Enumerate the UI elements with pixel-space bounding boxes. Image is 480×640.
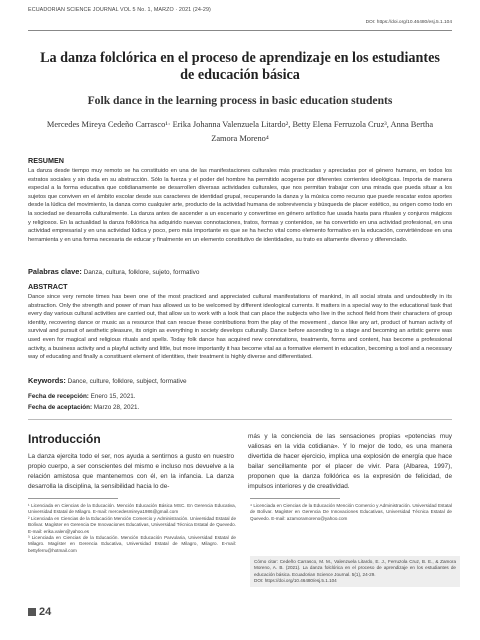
abstract-heading: ABSTRACT — [28, 282, 68, 291]
received-value: Enero 15, 2021. — [90, 393, 136, 400]
accepted-label: Fecha de aceptación: — [28, 404, 93, 411]
keywords-es — [28, 267, 452, 276]
dates — [28, 391, 139, 413]
citation-text: Cómo citar: Cedeño Carrasco, M. M., Valenzuela Litardo, E. J., Ferruzola Cruz, B. E., & Zamora Moreno, A. B. (2021). La danza folclórica en el proceso de aprendizaje en los estudiantes de educación básica. Ecuadorian Science Journal. 5(1), 24-29. — [254, 559, 456, 577]
footnote-rule-left — [28, 498, 118, 499]
doi-header: DOI: https://doi.org/10.46480/esj.5.1.104 — [365, 20, 452, 25]
header-rule — [28, 30, 452, 31]
footnote-4: ⁴ Licenciada en Ciencias de la Educación Mención Comercio y Administración. Universidad Estatal de Bolívar. Magíster en Gerencia De Innovaciones Educativas, Universidad Técnica Estatal de Quevedo. E-mail: azamoramoreno@yahoo.com — [250, 503, 452, 521]
page-marker-icon — [28, 608, 36, 616]
intro-heading: Introducción — [28, 432, 101, 446]
intro-right-column: más y la conciencia de las sensaciones propias «potencias muy valiosas en la vida cotidiana». Y lo mejor de todo, es una manera divertida de hacer ejercicio, implica una explosión de energía que hace bailar sencillamente por el placer de vivir. Para (Albarea, 1997), proponen que la danza folklórica es la expresión de felicidad, de impulsos interiores y de creatividad. — [248, 433, 452, 490]
accepted-date — [28, 402, 139, 413]
resumen-heading: RESUMEN — [28, 156, 64, 165]
citation-doi: DOI: https://doi.org/10.46480/esj.5.1.104 — [254, 577, 337, 583]
keywords-es-text: Danza, cultura, folklore, sujeto, formativo — [83, 269, 200, 276]
footnotes-left — [28, 503, 236, 554]
received-label: Fecha de recepción: — [28, 393, 89, 400]
page-number — [28, 606, 51, 618]
footnote-1: ¹ Licenciada en Ciencias de la Educación. Mención Educación Básica MSC. En Gerencia Educativa, Universidad Estatal de Milagro. E-mail: mercedesmireya1986@gmail.com — [28, 503, 236, 515]
intro-left-column: La danza ejercita todo el ser, nos ayuda a sentirnos a gusto en nuestro propio cuerpo, a ser conscientes del mismo e incluso nos devuelve a la relación amistosa que mantenemos con él, en la infancia. La danza desarrolla la disciplina, la sensibilidad hacia lo de- — [28, 453, 234, 490]
paper-title: La danza folclórica en el proceso de aprendizaje en los estudiantes de educación básica — [40, 50, 440, 83]
page-number-value: 24 — [39, 606, 52, 618]
received-date — [28, 391, 139, 402]
paper-title-english: Folk dance in the learning process in basic education students — [87, 94, 393, 107]
section-rule — [28, 419, 452, 420]
resumen-text: La danza desde tiempo muy remoto se ha constituido en una de las manifestaciones culturales más practicadas y apreciadas por el género humano, en todos los estratos sociales y sin duda en su abstracción. Sólo la fuerza y el poder del hombre ha permitido acogerse por diferentes corrientes ideológicas. Importa de manera especial a la forma educativa que cotidianamente se desarrollen diversas actividades culturales, que nos permitan trabajar con una mirada que pueda situar a los sujetos que conviven en el ámbito escolar desde sus caracteres de identidad grupal, recuperando la danza y la música como recurso que puede rescatar estos aportes desde la lúdica del movimiento, la danza como cualquier arte, producto de la actividad humana de sobrevivencia y búsqueda de placer estético, su origen como todo en la sociedad se desarrolla culturalmente. La danza antes de ascender a un escenario y convertirse en género artístico fue usada hasta para rituales y conjuros mágicos y religiosos. En la actualidad la danza folklórica ha adquirido nuevas connotaciones, tratos, formas y contenidos, se ha convertido en una actividad profesional, en una actividad empresarial y en una actividad lúdica y poco, pero más importante es que se ha hecho vital como elemento formativo en la educación, convirtiéndose en una herramienta y en una forma necesaria de educar y finalmente en un elemento constitutivo de identidades, su trato es altamente diverso y diferenciado. — [28, 168, 452, 243]
authors: Mercedes Mireya Cedeño Carrasco¹· Erika Johanna Valenzuela Litardo², Betty Elena Ferruzola Cruz³, Anna Bertha Zamora Moreno⁴ — [46, 120, 434, 143]
keywords-en-label: Keywords: — [28, 376, 66, 385]
abstract-text: Dance since very remote times has been one of the most practiced and appreciated cultural manifestations of mankind, in all social strata and undoubtedly in its abstraction. Only the strength and power of man has allowed us to be welcomed by different ideological currents. It matters in a special way to the educational task that every day various cultural activities are carried out, that allow us to work with a look that can place the subjects who live in the school field from their characters of group identity, recovering dance or music as a resource that can rescue these contributions from the play of the movement , dance like any art, product of human activity of survival and pursuit of aesthetic pleasure, its origin as everything in society develops culturally. Dance before ascending to a stage and becoming an artistic genre was used even for magical and religious rituals and spells. Today folk dance has acquired new connotations, treatments, forms and content, has become a professional activity, a business activity and a playful activity and little, but more importantly it has become vital as a formative element in education, becoming a tool and a necessary way of educating and finally a constituent element of identities, their treatment is highly diverse and differentiated. — [28, 294, 452, 361]
keywords-es-label: Palabras clave: — [28, 267, 82, 276]
footnote-3: ³ Licenciada en Ciencias de la Educación. Mención Educación Parvularia, Universidad Estatal de Milagro. Magíster en Gerencia Educativa, Universidad Estatal de Milagro, Milagro. E-mail: bettyferru@hotmail.com — [28, 535, 236, 553]
footnote-2: ² Licenciada en Ciencias de la Educación Mención Comercio y Administración. Universidad Estatal de Bolívar. Magíster en Gerencia De Innovaciones Educativas, Universidad Técnica Estatal de Quevedo. E-mail: erika.valen@yahoo.es — [28, 515, 236, 534]
citation-box — [250, 556, 460, 587]
keywords-en-text: Dance, culture, folklore, subject, formative — [67, 378, 187, 385]
footnote-rule-right — [250, 498, 340, 499]
journal-header: ECUADORIAN SCIENCE JOURNAL VOL 5 No. 1, MARZO · 2021 (24-29) — [28, 7, 211, 13]
keywords-en — [28, 376, 452, 385]
accepted-value: Marzo 28, 2021. — [93, 404, 140, 411]
